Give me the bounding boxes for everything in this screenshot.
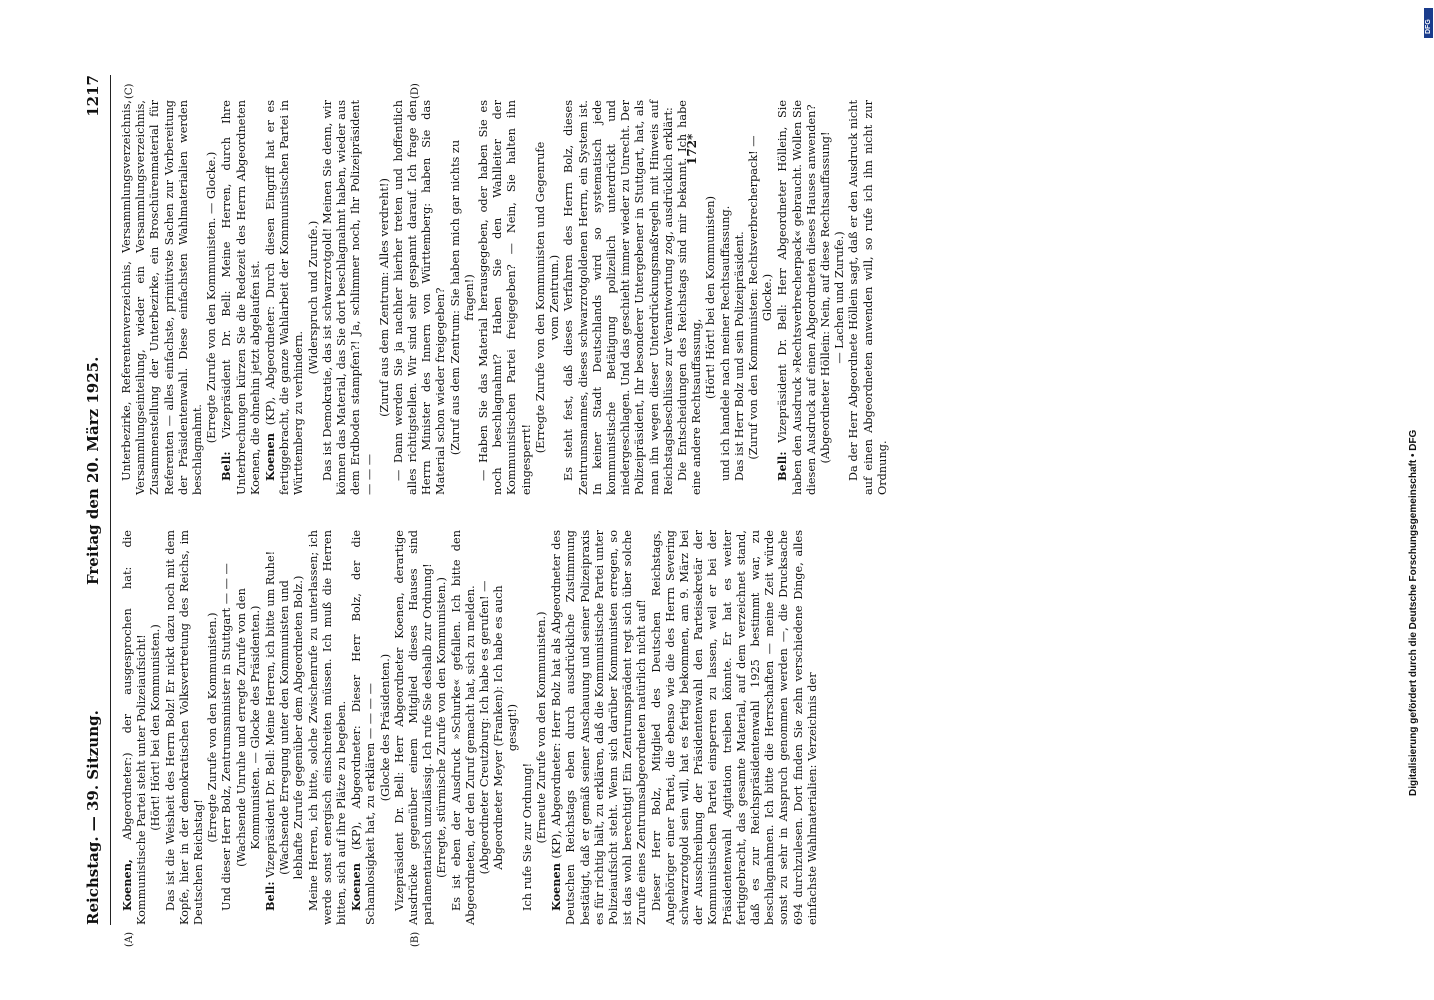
paragraph [521,530,535,925]
interjection [379,530,393,925]
interjection [704,100,718,495]
side-note [1404,8,1426,808]
paragraph-text: (Zuruf aus dem Zentrum: Alles verdreht!) [377,178,391,417]
paragraph-text: Und dieser Herr Bolz, Zentrumsminister in Stuttgart — — — [220,563,234,911]
paragraph-text: (Erregte, stürmische Zurufe von den Kommunisten.) [435,577,449,878]
paragraph-text: Das ist Herr Bolz und sein Polizeipräsident. [732,231,746,481]
paragraph-text: Ich rufe Sie zur Ordnung! [520,762,534,911]
paragraph [321,100,378,495]
paragraph [477,100,534,495]
paragraph [392,100,449,495]
paragraph [349,530,378,925]
paragraph [219,100,263,495]
paragraph-text: Das ist die Weisheit des Herrn Bolz! Er nickt dazu noch mit dem Kopfe, hier in der demokratischen Volksvertretung des Reichs, im Deutschen Reichstag! [163,530,206,925]
paragraph-text: (Erregte Zurufe von den Kommunisten. — Glocke.) [205,151,219,444]
margin-mark-b: (B) [410,931,421,947]
page-header [80,75,108,925]
interjection [819,100,847,495]
paragraph-text: Vizepräsident Dr. Bell: Meine Herren, durch Ihre Unterbrechungen kürzen Sie die Redezeit des Herrn Abgeordneten Koenen, die ohnehin jetzt abgelaufen ist. [220,100,262,495]
paragraph-text: Vizepräsident Dr. Bell: Herr Abgeordneter Höllein, Sie haben den Ausdruck »Rechtsverbrecherpack« gebraucht. Wollen Sie diesen Ausdruck auf einen Abgeordneten dieses Hauses anwenden? [776,99,818,495]
paragraph-text: (Zuruf aus dem Zentrum: Sie haben mich gar nichts zu fragen!) [448,139,476,456]
paragraph [562,100,676,495]
paragraph-text: Vizepräsident Dr. Bell: Meine Herren, ich bitte um Ruhe! [264,550,278,878]
paragraph-text: (Wachsende Erregung unter den Kommunisten und lebhafte Zurufe gegenüber dem Abgeordneten Bolz.) [278,575,306,880]
interjection [205,100,219,495]
left-column [120,529,819,925]
paragraph [220,530,234,925]
paragraph [120,530,149,925]
paragraph-text: (Glocke des Präsidenten.) [378,653,392,802]
paragraph-text: (Widerspruch und Zurufe.) [306,220,320,375]
interjection [747,100,775,495]
paragraph [650,530,820,925]
paragraph [719,100,733,495]
interjection [449,100,477,495]
side-note-text: Digitalisierung gefördert durch die Deutsche Forschungsgemeinschaft • DFG [1408,429,1419,796]
interjection [307,100,321,495]
paragraph-text: (Erregte Zurufe von den Kommunisten.) [206,612,220,843]
paragraph [120,100,205,495]
paragraph-text: (Zuruf von den Kommunisten: Rechtsverbrecherpack! — Glocke.) [746,135,775,460]
paragraph-text: (Erregte Zurufe von den Kommunisten und Gegenrufe vom Zentrum.) [533,141,562,454]
paragraph [393,530,436,925]
interjection [149,530,163,925]
margin-mark-c: (C) [124,83,135,99]
paragraph [847,100,890,495]
paragraph-text: Da der Herr Abgeordnete Höllein sagt, daß er den Ausdruck nicht auf einen Abgeordneten anwenden will, so rufe ich ihn nicht zur Ordnung. [847,100,889,495]
paragraph-text: (Abgeordneter Creutzburg: Ich habe es gerufen! — Abgeordneter Meyer (Franken): Ich habe es auch gesagt!) [478,580,520,875]
speaker-name: Bell: [263,881,278,911]
margin-mark-d: (D) [410,83,421,99]
paragraph-text: und ich handele nach meiner Rechtsauffassung. [718,205,732,481]
paragraph-text: Abgeordneter:) der ausgesprochen hat: die Kommunistische Partei steht unter Polizeiaufsicht! [121,530,149,925]
header-left: Reichstag. — 39. Sitzung. [84,710,102,925]
interjection [378,100,392,495]
paragraph-text: Es ist eben der Ausdruck »Schurke« gefallen. Ich bitte den Abgeordneten, der den Zuruf gemacht hat, sich zu melden. [449,530,477,925]
dfg-logo: DFG [1424,8,1433,38]
paragraph [775,100,819,495]
paragraph-text: Die Entscheidungen des Reichstags sind mir bekannt. Ich habe eine andere Rechtsauffassung, [675,100,704,495]
paragraph-text: (Abgeordneter Höllein: Nein, auf diese Rechtsauffassung! — Lachen und Zurufe.) [818,131,847,464]
paragraph-text: Dieser Herr Bolz, Mitglied des Deutschen Reichstags, Angehöriger einer Partei, die ebenso wie die des Herrn Severing schwarzrotgold sein will, hat es fertig bekommen, am 9. März bei der Ausschreibung der Präsidentenwahl den Parteisekretär der Kommunistischen Partei einsperren zu lassen, weil er bei der Präsidentenwahl Agitation treiben könnte. Er hat es weiter fertiggebracht, das gesamte Material, auf dem verzeichnet stand, daß es zur Reichspräsidentenwahl 1925 bestimmt war, zu beschlagnahmen. Ich bitte die Herrschaften — meine Zeit würde sonst zu sehr in Anspruch genommen werden —, die Drucksache 694 durchzulesen. Dort finden Sie zehn verschiedene Dinge, alles einfachste Wahlmaterialien: Verzeichnis der [649,530,819,925]
paragraph [450,530,478,925]
interjection [206,530,220,925]
paragraph-text: (KP), Abgeordneter: Durch diesen Eingriff hat er es fertiggebracht, die ganze Wahlarbeit der Kommunistischen Partei in Württemberg zu verhindern. [264,100,306,495]
interjection [478,530,521,925]
speaker-name: Koenen [263,433,278,481]
paragraph-text: (Hört! Hört! bei den Kommunisten) [704,196,718,399]
paragraph-text: Das ist Demokratie, das ist schwarzrotgold! Meinen Sie denn, wir können das Material, das Sie dort beschlagnahmt haben, wieder aus dem Erdboden stampfen?! Ja, schlimmer noch, Ihr Polizeipräsident — — — [320,100,377,495]
paragraph-text: Meine Herren, ich bitte, solche Zwischenrufe zu unterlassen; ich werde sonst energisch einschreiten müssen. Ich muß die Herren bitten, sich auf ihre Plätze zu begeben. [306,530,349,925]
paragraph-text: Unterbezirke, Referentenverzeichnis, Versammlungsverzeichnis, Versammlungseinteilung, wieder ein Versammlungsverzeichnis, Zusammenstellung der Unterbezirke, ein Broschürenmaterial für Referenten — alles einfachste, primitivste Sachen zur Vorbereitung der Präsidentenwahl. Diese einfachsten Wahlmaterialien werden beschlagnahmt. [120,100,205,495]
speaker-name: Koenen [549,863,564,911]
header-rule [110,75,111,925]
paragraph-text: (Hört! Hört! bei den Kommunisten.) [149,624,163,831]
paragraph [263,530,278,925]
paragraph [549,530,649,925]
paragraph-text: — Haben Sie das Material herausgegeben, oder haben Sie es noch beschlagnahmt? Haben Sie den Wahlleiter der Kommunistischen Partei freigegeben? — Nein, Sie halten ihn eingesperrt! [477,100,533,495]
paragraph-text: (KP), Abgeordneter: Dieser Herr Bolz, der die Schamlosigkeit hat, zu erklären — — — — [350,529,378,925]
interjection [535,530,549,925]
paragraph [263,100,307,495]
interjection [534,100,562,495]
paragraph-text: (Erneute Zurufe von den Kommunisten.) [534,611,548,844]
paragraph [164,530,207,925]
document-page [80,75,1340,947]
speaker-name: Koenen, [120,859,134,911]
speaker-name: Bell: [775,451,790,481]
paragraph [307,530,350,925]
paragraph-text: (Wachsende Unruhe und erregte Zurufe von den Kommunisten. — Glocke des Präsidenten.) [234,588,262,867]
paragraph-text: Vizepräsident Dr. Bell: Herr Abgeordneter Koenen, derartige Ausdrücke gegenüber einem Mitglied dieses Hauses sind parlamentarisch unzulässig. Ich rufe Sie deshalb zur Ordnung! [392,530,435,925]
interjection [278,530,306,925]
paragraph-text: — Dann werden Sie ja nachher hierher treten und hoffentlich alles richtigstellen. Wir sind sehr gespannt darauf. Ich frage den Herrn Minister des Innern von Württemberg: haben Sie das Material schon wieder freigegeben? [391,100,448,495]
interjection [235,530,263,925]
page-number: 1217 [84,75,102,117]
interjection [435,530,449,925]
speaker-name: Bell: [219,451,234,481]
speaker-name: Koenen [349,863,364,911]
header-date: Freitag den 20. März 1925. [84,356,102,585]
paragraph [733,100,747,495]
paragraph-text: (KP), Abgeordneter: Herr Bolz hat als Abgeordneter des Deutschen Reichstags eben durch ausdrückliche Zustimmung bestätigt, daß er gemäß seiner Anschauung und seiner Polizeipraxis es für richtig hält, zu erklären, daß die Kommunistische Partei unter Polizeiaufsicht steht. Wenn sich darüber Kommunisten erregen, so ist das wohl berechtigt! Ein Zentrumsprädent regt sich über solche Zurufe eines Zentrumsabgeordneten natürlich nicht auf! [550,530,649,925]
signature-mark: 172* [685,133,699,165]
margin-mark-a: (A) [124,931,135,947]
paragraph-text: Es steht fest, daß dieses Verfahren des Herrn Bolz, dieses Zentrumsmannes, dieses schwarzrotgoldenen Herrn, ein System ist. In keiner Stadt Deutschlands wird so systematisch jede kommunistische Betätigung polizeilich unterdrückt und niedergeschlagen. Und das geschieht immer wieder zu Unrecht. Der Polizeipräsident, Ihr besonderer Untergebener in Stuttgart, hat, als man ihn wegen dieser Unterdrückungsmaßregeln mit Hinweis auf Reichstagsbeschlüsse zur Verantwortung zog, ausdrücklich erklärt: [562,100,675,495]
